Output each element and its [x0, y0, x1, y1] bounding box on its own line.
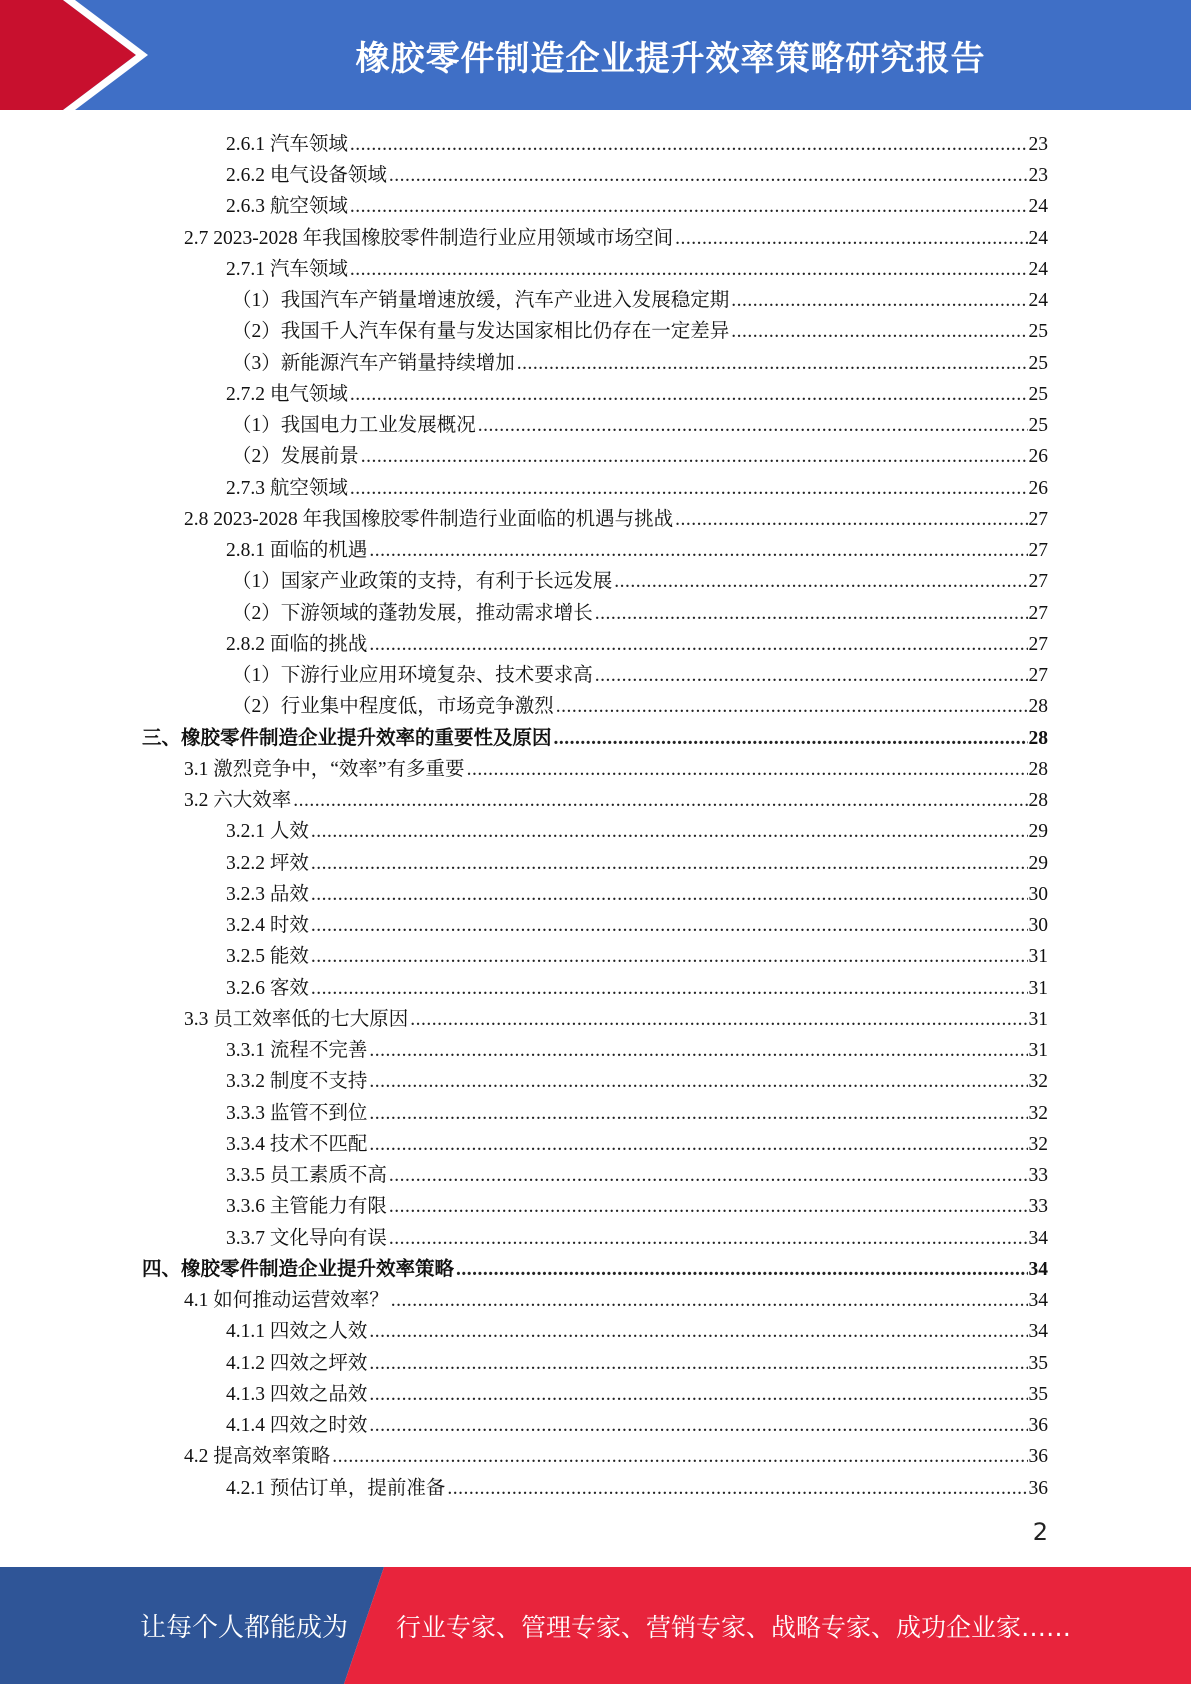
report-title: 橡胶零件制造企业提升效率策略研究报告 [355, 38, 986, 79]
toc-entry-title: （3）新能源汽车产销量持续增加 [232, 352, 515, 374]
toc-entry-title: 3.3 员工效率低的七大原因 [184, 1008, 409, 1030]
toc-entry-page: 24 [1028, 258, 1048, 280]
toc-entry-title: （2）行业集中程度低，市场竞争激烈 [232, 696, 554, 718]
toc-dot-leader [554, 727, 1028, 750]
toc-entry[interactable] [0, 1158, 1191, 1189]
toc-entry-title: 4.1 如何推动运营效率？ [184, 1290, 389, 1312]
toc-dot-leader [293, 789, 1027, 812]
toc-entry[interactable] [0, 1252, 1191, 1283]
toc-dot-leader [311, 852, 1028, 875]
toc-entry-title: 3.3.5 员工素质不高 [226, 1165, 387, 1187]
toc-entry-title: 4.1.4 四效之时效 [226, 1415, 368, 1437]
toc-entry-title: 4.1.1 四效之人效 [226, 1321, 368, 1343]
toc-entry-page: 23 [1028, 133, 1048, 155]
toc-entry-page: 31 [1028, 1008, 1048, 1030]
toc-entry-title: 2.6.3 航空领域 [226, 196, 348, 218]
toc-entry-page: 34 [1028, 1290, 1048, 1312]
toc-entry-title: 3.2.3 品效 [226, 883, 309, 905]
toc-entry-page: 35 [1028, 1352, 1048, 1374]
toc-entry[interactable] [0, 1190, 1191, 1221]
toc-entry-page: 26 [1028, 446, 1048, 468]
toc-entry-title: 3.2 六大效率 [184, 790, 292, 812]
toc-dot-leader [731, 289, 1027, 312]
toc-dot-leader [456, 1258, 1027, 1281]
toc-entry-title: （2）我国千人汽车保有量与发达国家相比仍存在一定差异 [232, 321, 730, 343]
toc-entry-title: 3.3.7 文化导向有误 [226, 1227, 387, 1249]
toc-entry-page: 25 [1028, 352, 1048, 374]
toc-entry-title: 4.2.1 预估订单，提前准备 [226, 1477, 446, 1499]
toc-entry-page: 32 [1028, 1071, 1048, 1093]
toc-entry[interactable] [0, 127, 1191, 158]
toc-entry-page: 34 [1028, 1227, 1048, 1249]
toc-entry-page: 24 [1028, 196, 1048, 218]
toc-entry[interactable] [0, 315, 1191, 346]
toc-entry-page: 35 [1028, 1383, 1048, 1405]
toc-entry[interactable] [0, 1065, 1191, 1096]
toc-entry-page: 27 [1028, 571, 1048, 593]
toc-dot-leader [369, 1133, 1027, 1156]
toc-dot-leader [447, 1477, 1027, 1500]
toc-dot-leader [361, 445, 1028, 468]
toc-entry[interactable] [0, 690, 1191, 721]
toc-dot-leader [350, 383, 1028, 406]
header-arrow-graphic [0, 0, 160, 110]
toc-entry[interactable] [0, 1346, 1191, 1377]
toc-entry-title: 2.8.2 面临的挑战 [226, 633, 368, 655]
toc-entry[interactable] [0, 346, 1191, 377]
toc-dot-leader [389, 164, 1028, 187]
toc-dot-leader [517, 352, 1028, 375]
toc-entry[interactable] [0, 658, 1191, 689]
toc-dot-leader [311, 977, 1028, 1000]
toc-dot-leader [369, 1320, 1027, 1343]
toc-dot-leader [350, 133, 1028, 156]
toc-entry-title: 3.2.5 能效 [226, 946, 309, 968]
toc-dot-leader [389, 1195, 1028, 1218]
toc-dot-leader [350, 195, 1028, 218]
toc-entry-page: 25 [1028, 383, 1048, 405]
toc-entry-title: 2.7 2023-2028 年我国橡胶零件制造行业应用领域市场空间 [184, 227, 674, 249]
toc-dot-leader [369, 633, 1027, 656]
toc-entry-page: 36 [1028, 1477, 1048, 1499]
toc-entry-page: 31 [1028, 946, 1048, 968]
toc-entry[interactable] [0, 1377, 1191, 1408]
toc-entry[interactable] [0, 940, 1191, 971]
toc-entry-page: 27 [1028, 508, 1048, 530]
toc-entry-page: 28 [1028, 696, 1048, 718]
toc-entry-page: 29 [1028, 852, 1048, 874]
page-number: 2 [1032, 1518, 1048, 1546]
toc-entry[interactable] [0, 158, 1191, 189]
toc-entry[interactable] [0, 1127, 1191, 1158]
footer-slogan-left: 让每个人都能成为 [140, 1613, 349, 1643]
toc-entry[interactable] [0, 1440, 1191, 1471]
table-of-contents [0, 127, 1191, 1502]
toc-dot-leader [311, 914, 1028, 937]
toc-dot-leader [369, 1039, 1027, 1062]
toc-entry-page: 27 [1028, 633, 1048, 655]
toc-entry[interactable] [0, 1315, 1191, 1346]
toc-dot-leader [410, 1008, 1027, 1031]
toc-entry-title: （2）下游领域的蓬勃发展，推动需求增长 [232, 602, 593, 624]
toc-entry[interactable] [0, 783, 1191, 814]
toc-entry-page: 25 [1028, 415, 1048, 437]
toc-entry-page: 32 [1028, 1133, 1048, 1155]
toc-entry[interactable] [0, 283, 1191, 314]
toc-dot-leader [391, 1289, 1028, 1312]
toc-dot-leader [369, 1383, 1027, 1406]
toc-entry-page: 30 [1028, 915, 1048, 937]
toc-entry-title: 2.6.2 电气设备领域 [226, 165, 387, 187]
toc-entry-title: （1）下游行业应用环境复杂、技术要求高 [232, 665, 593, 687]
toc-dot-leader [350, 258, 1028, 281]
toc-dot-leader [467, 758, 1028, 781]
toc-entry-page: 33 [1028, 1196, 1048, 1218]
toc-dot-leader [311, 945, 1028, 968]
toc-dot-leader [675, 227, 1027, 250]
toc-dot-leader [369, 1352, 1027, 1375]
toc-entry-title: （1）我国电力工业发展概况 [232, 415, 476, 437]
toc-entry[interactable] [0, 1221, 1191, 1252]
toc-entry-title: 三、橡胶零件制造企业提升效率的重要性及原因 [142, 727, 552, 749]
toc-entry-title: 3.1 激烈竞争中，“效率”有多重要 [184, 758, 465, 780]
toc-entry-page: 33 [1028, 1165, 1048, 1187]
toc-entry-title: 2.8 2023-2028 年我国橡胶零件制造行业面临的机遇与挑战 [184, 508, 674, 530]
toc-dot-leader [556, 695, 1028, 718]
toc-entry-title: 2.7.1 汽车领域 [226, 258, 348, 280]
toc-entry-title: 3.3.4 技术不匹配 [226, 1133, 368, 1155]
toc-entry[interactable] [0, 908, 1191, 939]
toc-dot-leader [332, 1445, 1027, 1468]
toc-dot-leader [595, 664, 1028, 687]
toc-entry-page: 34 [1028, 1321, 1048, 1343]
toc-entry[interactable] [0, 408, 1191, 439]
toc-dot-leader [389, 1227, 1028, 1250]
toc-entry-title: 4.1.3 四效之品效 [226, 1383, 368, 1405]
toc-entry-page: 26 [1028, 477, 1048, 499]
toc-entry-title: 3.3.3 监管不到位 [226, 1102, 368, 1124]
toc-dot-leader [595, 602, 1028, 625]
toc-entry[interactable] [0, 1002, 1191, 1033]
toc-entry-title: 3.2.4 时效 [226, 915, 309, 937]
toc-entry-title: 3.3.2 制度不支持 [226, 1071, 368, 1093]
page-footer [0, 1567, 1191, 1684]
toc-entry-page: 31 [1028, 1040, 1048, 1062]
toc-entry[interactable] [0, 596, 1191, 627]
toc-dot-leader [675, 508, 1027, 531]
toc-entry[interactable] [0, 1033, 1191, 1064]
toc-entry-title: 3.2.6 客效 [226, 977, 309, 999]
toc-entry-title: 3.3.1 流程不完善 [226, 1040, 368, 1062]
toc-entry[interactable] [0, 377, 1191, 408]
toc-entry-title: 2.6.1 汽车领域 [226, 133, 348, 155]
toc-entry-title: 3.3.6 主管能力有限 [226, 1196, 387, 1218]
toc-dot-leader [478, 414, 1028, 437]
toc-entry-page: 32 [1028, 1102, 1048, 1124]
toc-entry[interactable] [0, 752, 1191, 783]
toc-entry-page: 28 [1028, 790, 1048, 812]
toc-entry-title: （2）发展前景 [232, 446, 359, 468]
toc-entry-page: 27 [1028, 602, 1048, 624]
toc-entry-page: 27 [1028, 540, 1048, 562]
toc-entry-page: 31 [1028, 977, 1048, 999]
toc-entry[interactable] [0, 1471, 1191, 1502]
toc-entry-page: 27 [1028, 665, 1048, 687]
toc-entry[interactable] [0, 971, 1191, 1002]
page-header [0, 0, 1191, 110]
toc-dot-leader [350, 477, 1028, 500]
toc-entry[interactable] [0, 877, 1191, 908]
toc-entry-page: 24 [1028, 227, 1048, 249]
toc-entry-page: 24 [1028, 290, 1048, 312]
toc-entry-title: （1）国家产业政策的支持，有利于长远发展 [232, 571, 613, 593]
toc-entry-title: 3.2.1 人效 [226, 821, 309, 843]
toc-entry-page: 36 [1028, 1415, 1048, 1437]
toc-entry[interactable] [0, 502, 1191, 533]
toc-entry[interactable] [0, 815, 1191, 846]
toc-dot-leader [311, 883, 1028, 906]
toc-dot-leader [731, 320, 1027, 343]
toc-entry-title: 2.8.1 面临的机遇 [226, 540, 368, 562]
toc-dot-leader [369, 1414, 1027, 1437]
toc-entry-title: 4.1.2 四效之坪效 [226, 1352, 368, 1374]
toc-entry-page: 34 [1028, 1258, 1048, 1280]
toc-entry[interactable] [0, 846, 1191, 877]
toc-entry-title: 2.7.2 电气领域 [226, 383, 348, 405]
toc-dot-leader [614, 570, 1027, 593]
toc-dot-leader [369, 539, 1027, 562]
toc-entry-title: 3.2.2 坪效 [226, 852, 309, 874]
toc-entry-page: 25 [1028, 321, 1048, 343]
toc-entry[interactable] [0, 440, 1191, 471]
toc-entry[interactable] [0, 1408, 1191, 1439]
toc-entry[interactable] [0, 721, 1191, 752]
toc-entry[interactable] [0, 190, 1191, 221]
toc-dot-leader [369, 1102, 1027, 1125]
toc-entry[interactable] [0, 1283, 1191, 1314]
footer-slogan-right: 行业专家、管理专家、营销专家、战略专家、成功企业家…… [396, 1612, 1072, 1642]
toc-entry-page: 28 [1028, 727, 1048, 749]
toc-entry-title: 2.7.3 航空领域 [226, 477, 348, 499]
toc-entry-title: 4.2 提高效率策略 [184, 1446, 331, 1468]
toc-dot-leader [389, 1164, 1028, 1187]
toc-entry-page: 28 [1028, 758, 1048, 780]
toc-entry[interactable] [0, 252, 1191, 283]
toc-entry-title: 四、橡胶零件制造企业提升效率策略 [142, 1258, 455, 1280]
toc-entry-page: 30 [1028, 883, 1048, 905]
toc-entry-page: 29 [1028, 821, 1048, 843]
toc-entry[interactable] [0, 627, 1191, 658]
toc-entry[interactable] [0, 565, 1191, 596]
toc-entry[interactable] [0, 1096, 1191, 1127]
toc-entry-title: （1）我国汽车产销量增速放缓，汽车产业进入发展稳定期 [232, 290, 730, 312]
toc-entry-page: 36 [1028, 1446, 1048, 1468]
toc-entry[interactable] [0, 221, 1191, 252]
toc-entry[interactable] [0, 533, 1191, 564]
toc-entry-page: 23 [1028, 165, 1048, 187]
toc-entry[interactable] [0, 471, 1191, 502]
toc-dot-leader [311, 820, 1028, 843]
toc-dot-leader [369, 1070, 1027, 1093]
